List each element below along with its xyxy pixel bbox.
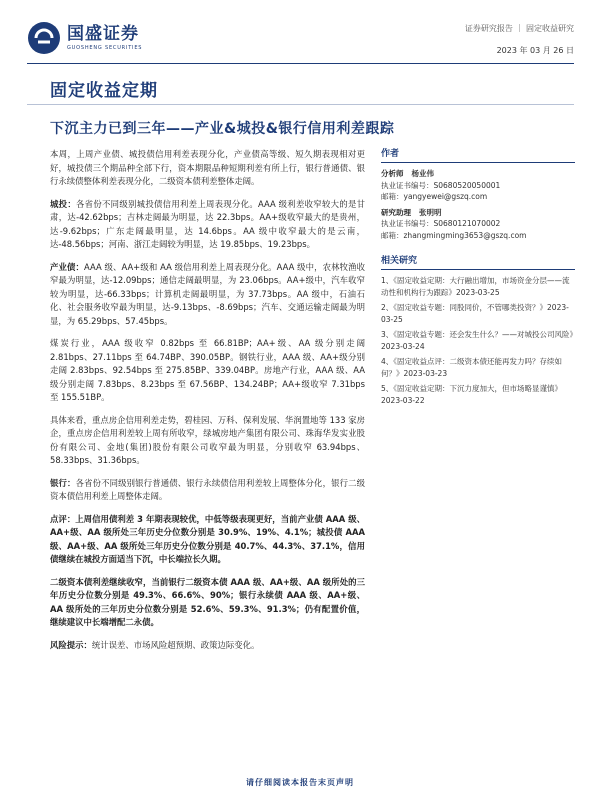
section-divider [27,104,574,105]
analyst-role: 分析师 [381,169,404,178]
industry-paragraph [50,261,365,329]
real-estate-paragraph: 具体来看，重点房企信用利差走势，碧桂园、万科、保利发展、华润置地等 133 家房企，重点房企信用利差较上周有所收窄，绿城房地产集团有限公司、珠海华发实业股份有限公司、金地(集团)股份有限公司收窄最为明显，分别收窄 63.94bps、58.33bps、31.36bps。 [50,414,365,465]
footer-disclaimer: 请仔细阅读本报告末页声明 [246,778,354,787]
risk-label: 风险提示： [50,639,92,650]
bank-text: 各省份不同级别银行普通债、银行永续债信用利差较上周整体分化，银行二级资本债信用利差上周整体走阔。 [50,477,366,501]
analyst-name: 杨业伟 [411,169,434,178]
guosheng-logo-icon [27,21,61,55]
report-title: 下沉主力已到三年——产业&城投&银行信用利差跟踪 [50,121,395,137]
author-heading: 作者 [381,146,575,163]
cert-label: 执业证书编号： [381,219,434,228]
risk-text: 统计误差、市场风险超预期、政策边际变化。 [91,639,260,650]
report-type: 证券研究报告 ｜ 固定收益研究 [464,24,574,33]
email-label: 邮箱： [381,230,404,240]
related-heading: 相关研究 [381,253,575,270]
chengtou-paragraph [50,198,365,252]
industry-label: 产业债： [50,261,85,272]
cert-number: S0680121070002 [433,219,501,228]
risk-paragraph [50,639,365,653]
logo-english-name: GUOSHENG SECURITIES [67,45,143,51]
sidebar [381,146,575,410]
email-link[interactable]: yangyewei@gszq.com [403,192,488,201]
related-item[interactable]: 4、《固定收益点评：二级资本债还能再发力吗？存续如何？》2023-03-23 [381,357,563,378]
document-type: 固定收益定期 [50,81,158,101]
related-item[interactable]: 1、《固定收益定期：大行融出增加，市场资金分层——流动性和机构行为跟踪》2023-03-25 [381,276,570,297]
bank-label: 银行： [50,477,76,488]
chengtou-label: 城投： [50,198,77,209]
related-item[interactable]: 5、《固定收益定期：下沉力度加大，但市场略显谨慎》2023-03-22 [381,384,563,405]
chengtou-text: 各省份不同级别城投债信用利差上周表现分化。AAA 级利差收窄较大的是甘肃，达-42.62bps；吉林走阔最为明显，达 22.3bps。AA+级收窄最大的是贵州，达-9.62bps；广东走阔最明显，达 14.6bps。AA 级中收窄最大的是云南，达-48.56bps；河南、浙江走阔较为明显，达 19.85bps、19.23bps。 [50,198,366,249]
email-label: 邮箱： [381,192,404,201]
comment-paragraph: 点评：上周信用债利差 3 年期表现较优，中低等级表现更好，当前产业债 AAA 级、AA+级、AA 级所处三年历史分位数分别是 30.9%、19%、4.1%；城投债 AAA 级、AA+级、AA 级所处三年历史分位数分别是 40.7%、44.3%、37.1%，信用债继续在城投方面适当下沉，中长端拉长久期。 [50,513,365,564]
summary-paragraph: 本周，上周产业债、城投债信用利差表现分化，产业债高等级、短久期表现相对更好，城投债三个期品种全部下行，资本期限品种短期利差有所上行，银行普通债、银行永续债整体利差表现分化，二级资本债利差整体走阔。 [50,149,365,186]
capital-bond-paragraph: 二级资本债利差继续收窄，当前银行二级资本债 AAA 级、AA+级、AA 级所处的三年历史分位数分别是 49.3%、66.6%、90%；银行永续债 AAA 级、AA+级、AA 级所处的三年历史分位数分别是 52.6%、59.3%、91.3%；仍有配置价值，继续建议中长端增配二永债。 [50,576,365,627]
email-link[interactable]: zhangmingming3653@gszq.com [403,230,527,240]
related-item[interactable]: 3、《固定收益专题：还会发生什么？——对城投公司风险》2023-03-24 [381,330,574,351]
related-list [381,275,575,406]
bank-paragraph [50,477,365,504]
analyst-card [381,168,575,203]
report-summary [50,148,365,661]
related-item[interactable]: 2、《固定收益专题：同股同价，不管哪类投资？》2023-03-25 [381,303,569,324]
industry-text: AAA 级、AA+级和 AA 级信用利差上周表现分化。AAA 级中，农林牧渔收窄最为明显，达-12.09bps；通信走阔最明显，为 23.06bps。AA+级中，汽车收窄较为明显，达-66.33bps；计算机走阔最明显，为 37.73bps。AA 级中，石油石化、社会服务收窄最为明显，达-9.13bps、-8.69bps；汽车、交通运输走阔最为明显，为 65.29bps、57.45bps。 [50,261,366,326]
cert-number: S0680520050001 [433,180,501,190]
sector-paragraph: 煤炭行业，AAA 级收窄 0.82bps 至 66.81BP；AA+级、AA 级分别走阔 2.81bps、27.11bps 至 64.74BP、390.05BP。钢铁行业，AAA 级、AA+级分别走阔 2.83bps、92.54bps 至 275.85BP、339.04BP。房地产行业，AAA 级、AA 级分别走阔 7.83bps、8.23bps 至 67.56BP、134.24BP；AA+级收窄 7.31bps 至 155.51BP。 [50,338,365,402]
analyst-name: 张明明 [419,207,442,217]
analyst-card [381,207,575,242]
report-meta [465,23,574,56]
header-divider [27,63,574,64]
company-logo [27,20,177,56]
analyst-role: 研究助理 [381,207,411,217]
cert-label: 执业证书编号： [381,180,434,190]
logo-chinese-name: 国盛证券 [67,24,139,44]
report-date: 2023 年 03 月 26 日 [496,46,574,55]
